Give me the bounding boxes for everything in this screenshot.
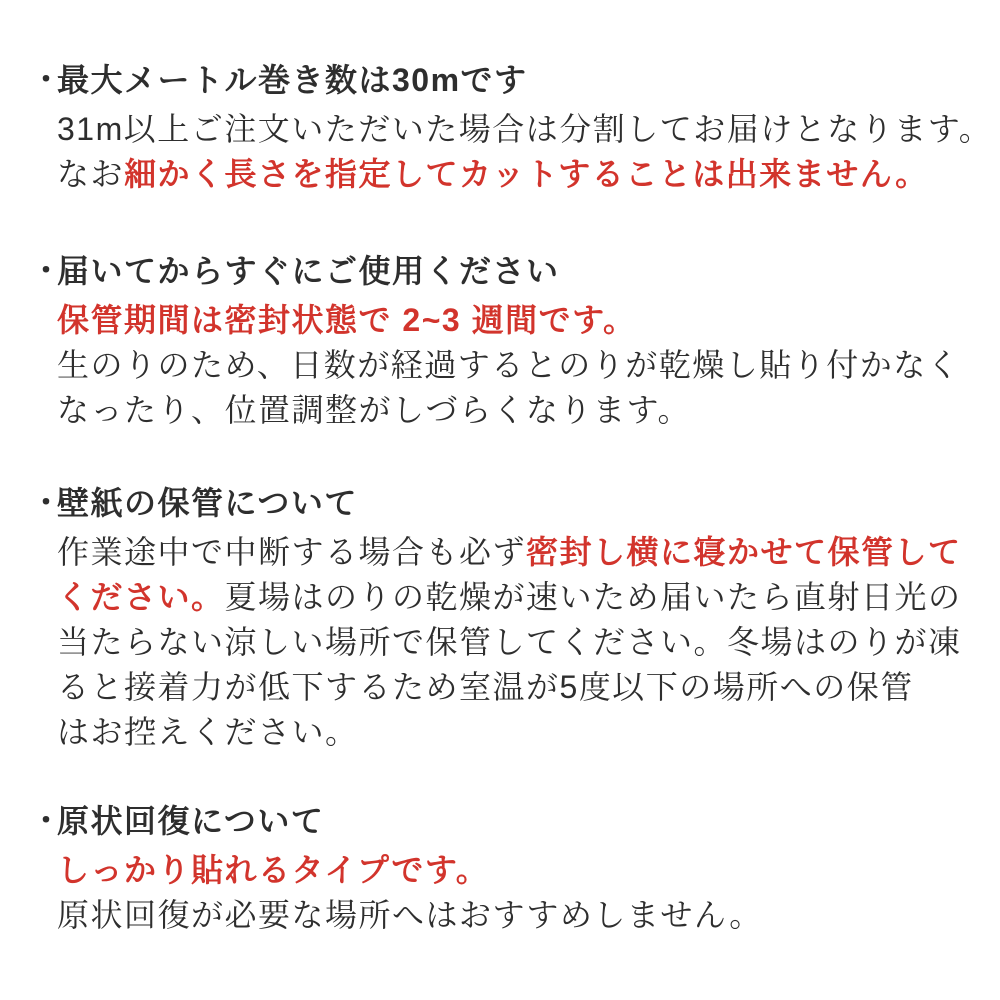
- text-segment-warning: 密封し横に寝かせて保管して: [526, 534, 962, 570]
- bullet-icon: ・: [31, 487, 61, 520]
- text-line: [57, 107, 993, 152]
- text-segment: 作業途中で中断する場合も必ず: [57, 534, 527, 570]
- section-max-roll-length: [0, 58, 1000, 197]
- text-segment: 生のりのため、日数が経過するとのりが乾燥し貼り付かなく: [57, 347, 961, 383]
- text-line: [57, 893, 980, 938]
- text-line: [57, 575, 980, 620]
- text-segment-warning: 細かく長さを指定してカットすることは出来ません。: [124, 156, 929, 192]
- text-segment: なったり、位置調整がしづらくなります。: [57, 392, 691, 428]
- section-heading: 最大メートル巻き数は30mです: [57, 62, 528, 98]
- section-restoration: [0, 799, 1000, 938]
- section-wallpaper-storage: [0, 481, 1000, 755]
- text-segment-warning: しっかり貼れるタイプです。: [57, 852, 490, 888]
- text-segment: 31m以上ご注文いただいた場合は分割してお届けとなります。: [57, 111, 993, 147]
- bullet-icon: ・: [31, 64, 61, 97]
- section-heading: 届いてからすぐにご使用ください: [57, 253, 560, 289]
- text-segment-warning: ください。: [57, 579, 225, 615]
- bullet-icon: ・: [31, 805, 61, 838]
- text-segment: ると接着力が低下するため室温が5度以下の場所への保管: [57, 669, 914, 705]
- text-line: [57, 620, 980, 665]
- text-segment: はお控えください。: [57, 714, 359, 750]
- section-heading: 壁紙の保管について: [57, 485, 358, 521]
- text-segment: なお: [57, 156, 125, 192]
- bullet-icon: ・: [31, 255, 61, 288]
- text-segment: 当たらない涼しい場所で保管してください。冬場はのりが凍: [57, 624, 962, 660]
- text-line: [57, 848, 980, 893]
- text-line: [57, 298, 980, 343]
- section-use-immediately: [0, 249, 1000, 433]
- text-segment: 夏場はのりの乾燥が速いため届いたら直射日光の: [224, 579, 962, 615]
- text-line: [57, 343, 980, 388]
- text-segment: 原状回復が必要な場所へはおすすめしません。: [57, 897, 763, 933]
- text-line: [57, 388, 980, 433]
- text-line: [57, 530, 980, 575]
- text-line: [57, 152, 980, 197]
- section-heading: 原状回復について: [57, 803, 325, 839]
- text-segment-warning: 保管期間は密封状態で 2~3 週間です。: [57, 302, 637, 338]
- text-line: [57, 665, 980, 710]
- text-line: [57, 710, 980, 755]
